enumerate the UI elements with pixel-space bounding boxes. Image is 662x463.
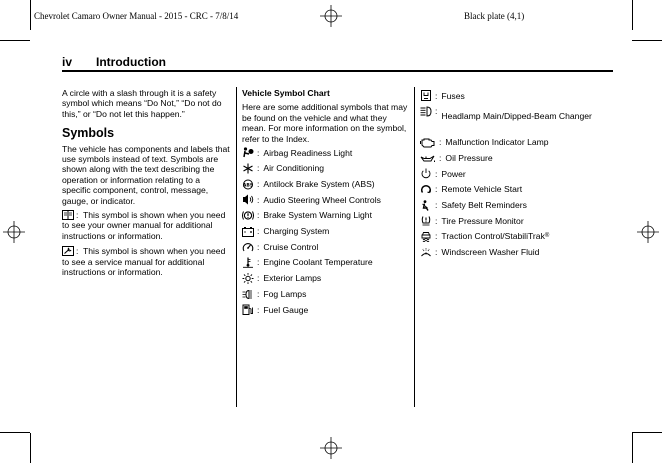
symbol-abs: ABS : Antilock Brake System (ABS)	[242, 179, 375, 190]
left-column	[62, 88, 230, 278]
column-divider	[414, 87, 415, 407]
symbol-fuel-gauge: : Fuel Gauge	[242, 302, 412, 318]
intro-paragraph: A circle with a slash through it is a safety symbol which means “Do Not,” “Do not do this,” or “Do not let this happen.”	[62, 88, 222, 119]
registration-mark-bottom	[320, 437, 342, 459]
symbol-exterior-lamps: : Exterior Lamps	[242, 271, 412, 287]
right-column	[420, 88, 612, 260]
symbols-body: The vehicle has components and labels that use symbols instead of text. Symbols are shown along with the text describing the operation or information relating to a specific component, control, message, gauge, or indicator.	[62, 143, 230, 206]
symbol-airbag: : Airbag Readiness Light	[242, 145, 412, 161]
symbol-power: : Power	[420, 166, 612, 182]
registration-mark-right	[637, 221, 659, 243]
engine-icon	[420, 137, 436, 148]
fog-lamps-icon	[242, 289, 254, 300]
symbols-heading: Symbols	[62, 126, 115, 141]
coolant-temperature-icon	[242, 257, 254, 268]
washer-fluid-icon	[420, 247, 432, 258]
book-icon	[62, 210, 74, 220]
crop-mark	[30, 433, 31, 463]
fuses-icon	[420, 90, 432, 101]
crop-mark	[632, 432, 662, 433]
doc-title: Chevrolet Camaro Owner Manual - 2015 - CRC - 7/8/14	[34, 11, 239, 21]
plate-label: Black plate (4,1)	[464, 11, 525, 21]
fuel-gauge-icon	[242, 304, 254, 315]
exterior-lamps-icon	[242, 273, 254, 284]
abs-icon	[242, 179, 254, 190]
symbol-fog-lamps: : Fog Lamps	[242, 286, 412, 302]
crop-mark	[30, 0, 31, 30]
symbol-fuses: : Fuses	[420, 88, 612, 104]
symbol-headlamp: : Headlamp Main/Dipped-Beam Changer	[420, 104, 612, 135]
header-rule	[62, 70, 613, 72]
airbag-icon	[242, 147, 254, 158]
middle-column	[242, 88, 412, 318]
symbol-coolant-temperature: : Engine Coolant Temperature	[242, 255, 412, 271]
symbol-traction-control: : Traction Control/StabiliTrak ®	[420, 229, 612, 245]
service-manual-note: : This symbol is shown when you need to see a service manual for additional instructions or information.	[62, 246, 226, 278]
service-manual-note-text: This symbol is shown when you need to see a service manual for additional instructions or information.	[62, 246, 226, 278]
symbol-audio-steering: : Audio Steering Wheel Controls	[242, 192, 412, 208]
chart-intro: Here are some additional symbols that may be found on the vehicle and what they mean. For more information on the symbol, refer to the Index.	[242, 102, 408, 144]
crop-mark	[632, 40, 662, 41]
crop-mark	[632, 0, 633, 30]
remote-start-icon	[420, 184, 432, 195]
owner-manual-note-text: This symbol is shown when you need to see your owner manual for additional instructions or information.	[62, 210, 226, 241]
page-number: iv	[62, 55, 73, 69]
symbol-cruise-control: : Cruise Control	[242, 239, 412, 255]
symbol-safety-belt: : Safety Belt Reminders	[420, 197, 612, 213]
column-divider	[236, 87, 237, 407]
symbol-brake-warning: : Brake System Warning Light	[242, 208, 412, 224]
seat-belt-icon	[420, 200, 432, 211]
air-conditioning-icon	[242, 163, 254, 174]
section-title: Introduction	[96, 55, 166, 69]
registration-mark-left	[3, 221, 25, 243]
battery-icon	[242, 226, 254, 237]
registration-mark-top	[320, 5, 342, 27]
crop-mark	[632, 433, 633, 463]
cruise-control-icon	[242, 242, 254, 253]
brake-warning-icon	[242, 210, 254, 221]
wrench-book-icon	[62, 246, 74, 256]
symbol-oil-pressure: : Oil Pressure	[420, 150, 612, 166]
owner-manual-note: : This symbol is shown when you need to see your owner manual for additional instructions or information.	[62, 210, 226, 241]
crop-mark	[0, 432, 30, 433]
traction-control-icon	[420, 231, 432, 242]
svg-text:ABS: ABS	[242, 183, 254, 189]
symbol-charging-system: : Charging System	[242, 223, 412, 239]
symbol-washer-fluid: : Windscreen Washer Fluid	[420, 245, 612, 261]
tire-pressure-icon	[420, 215, 432, 226]
symbol-remote-start: : Remote Vehicle Start	[420, 182, 612, 198]
chart-title: Vehicle Symbol Chart	[242, 88, 330, 98]
crop-mark	[0, 40, 30, 41]
headlamp-icon	[420, 106, 432, 117]
symbol-malfunction-indicator: : Malfunction Indicator Lamp	[420, 135, 612, 151]
symbol-tire-pressure: : Tire Pressure Monitor	[420, 213, 612, 229]
symbol-air-conditioning: : Air Conditioning	[242, 161, 412, 177]
power-icon	[420, 168, 432, 179]
audio-steering-icon	[242, 194, 254, 205]
oil-can-icon	[420, 153, 436, 164]
